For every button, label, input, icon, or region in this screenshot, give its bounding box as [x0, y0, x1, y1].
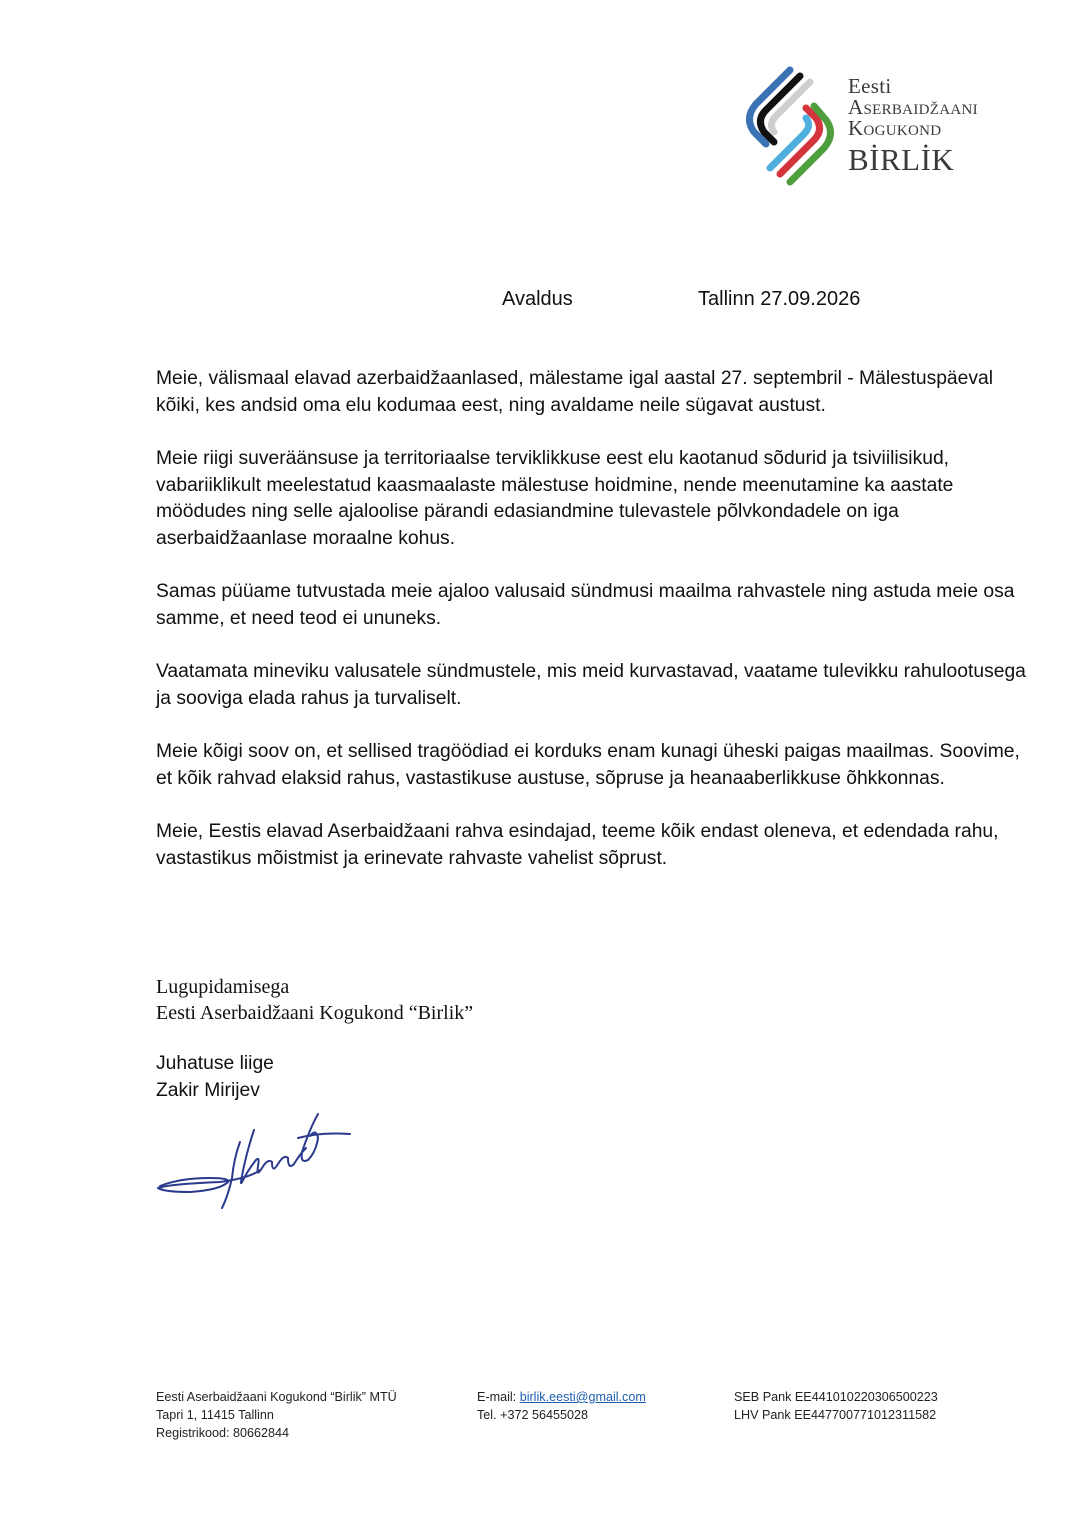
footer-email-row — [477, 1388, 646, 1406]
logo-text — [848, 76, 978, 178]
logo-brand-name: BİRLİK — [848, 142, 955, 177]
footer-bank-seb: SEB Pank EE441010220306500223 — [734, 1390, 938, 1404]
footer-address: Tapri 1, 11415 Tallinn — [156, 1408, 274, 1422]
document-title: Avaldus — [502, 288, 573, 310]
paragraph-3: Samas püüame tutvustada meie ajaloo valusaid sündmusi maailma rahvastele ning astuda meie osa samme, et need teod ei ununeks. — [156, 581, 1015, 629]
organization-logo — [740, 62, 1030, 192]
logo-line-kogukond: Kogukond — [848, 116, 942, 140]
footer-contact — [477, 1388, 646, 1424]
document-date: Tallinn 27.09.2026 — [698, 288, 861, 310]
letter-body — [156, 366, 1026, 899]
birlik-logo-mark-icon — [740, 62, 840, 192]
logo-line-aserbaidzaani: Aserbaidžaani — [848, 95, 978, 119]
paragraph-6: Meie, Eestis elavad Aserbaidžaani rahva esindajad, teeme kõik endast oleneva, et edendada rahu, vastastikus mõistmist ja erinevate rahvaste vahelist sõprust. — [156, 821, 999, 869]
footer-org-name: Eesti Aserbaidžaani Kogukond “Birlik” MTÜ — [156, 1390, 397, 1404]
signer-block — [156, 1050, 274, 1104]
footer-banks — [734, 1388, 938, 1424]
footer-phone: Tel. +372 56455028 — [477, 1408, 588, 1422]
footer-organization — [156, 1388, 397, 1442]
footer-bank-lhv: LHV Pank EE447700771012311582 — [734, 1408, 937, 1422]
closing-organization: Eesti Aserbaidžaani Kogukond “Birlik” — [156, 1002, 474, 1024]
signer-role: Juhatuse liige — [156, 1053, 274, 1074]
logo-line-eesti: Eesti — [848, 74, 892, 98]
paragraph-4: Vaatamata mineviku valusatele sündmustele, mis meid kurvastavad, vaatame tulevikku rahulootusega ja sooviga elada rahus ja turvaliselt. — [156, 661, 1026, 709]
paragraph-2: Meie riigi suveräänsuse ja territoriaalse terviklikkuse eest elu kaotanud sõdurid ja tsiviilisikud, vabariiklikult meelestatud kaasmaalaste mälestuse hoidmine, nende meenutamine ka aastate möödudes ning selle ajaloolise pärandi edasiandmine tulevastele põlvkondadele on iga aserbaidžaanlase moraalne kohus. — [156, 448, 954, 549]
paragraph-5: Meie kõigi soov on, et sellised tragöödiad ei korduks enam kunagi üheski paigas maailmas. Soovime, et kõik rahvad elaksid rahus, vastastikuse austuse, sõpruse ja heanaaberlikkuse õhkkonnas. — [156, 741, 1020, 789]
footer-regcode: Registrikood: 80662844 — [156, 1426, 290, 1440]
paragraph-1: Meie, välismaal elavad azerbaidžaanlased, mälestame igal aastal 27. septembril - Mälestuspäeval kõiki, kes andsid oma elu kodumaa eest, ning avaldame neile sügavat austust. — [156, 368, 994, 416]
closing-block — [156, 974, 473, 1026]
handwritten-signature — [150, 1108, 365, 1218]
footer-email-label: E-mail: — [477, 1390, 520, 1404]
footer-email-link[interactable]: birlik.eesti@gmail.com — [519, 1390, 646, 1404]
closing-salutation: Lugupidamisega — [156, 976, 290, 998]
signer-name: Zakir Mirijev — [156, 1080, 260, 1101]
